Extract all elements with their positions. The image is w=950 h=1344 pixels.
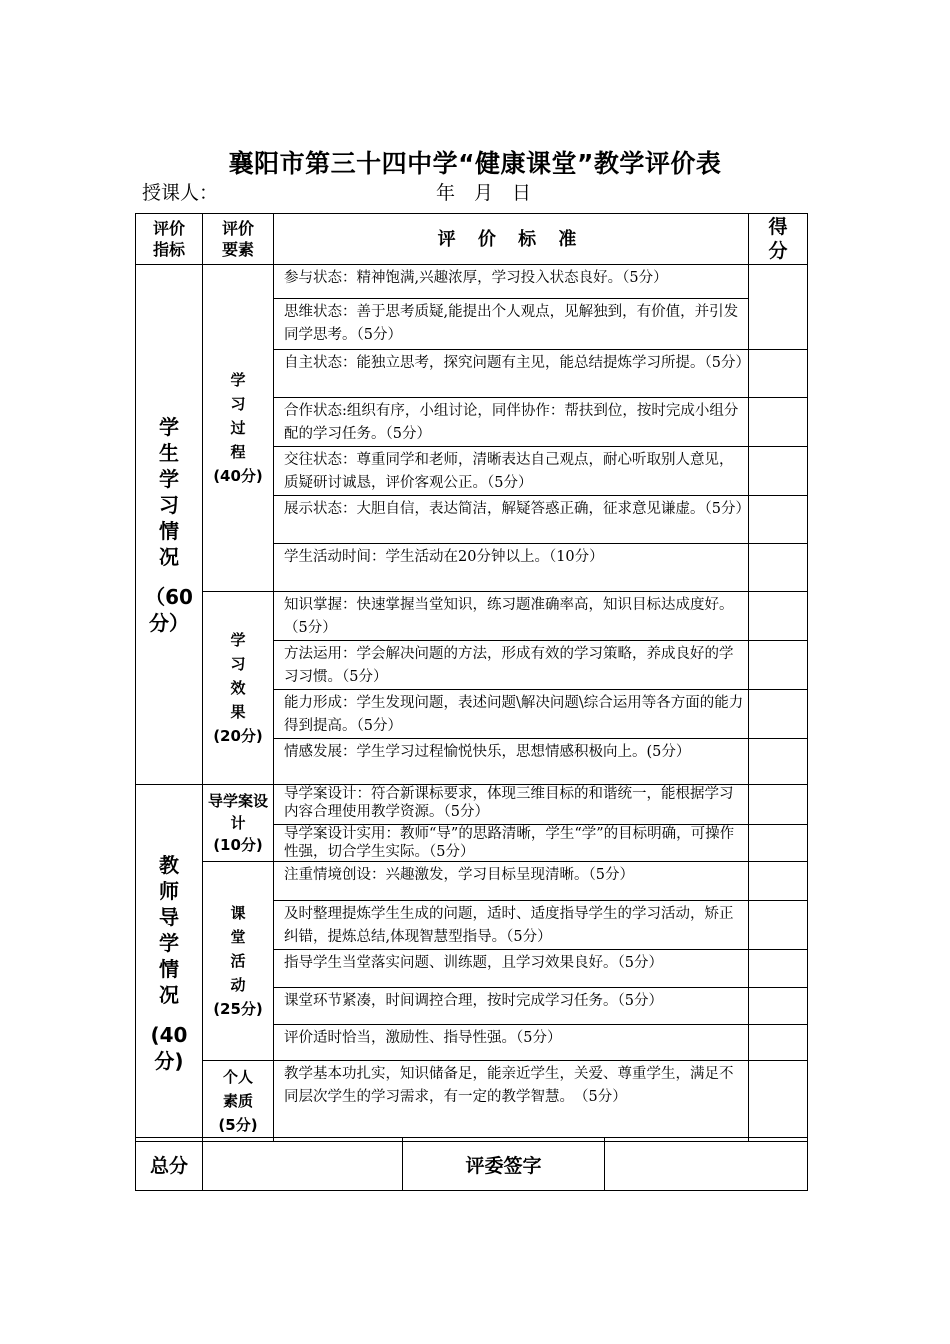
date-label: 年 月 日 [436,182,532,204]
score-cell[interactable] [749,350,808,398]
footer-table [135,1137,808,1191]
table-header-row [136,214,808,265]
header-standard: 评 价 标 准 [274,214,749,265]
score-cell[interactable] [749,1061,808,1142]
header-element: 评价要素 [203,214,274,265]
score-cell[interactable] [749,496,808,544]
criterion-context: 注重情境创设：兴趣激发，学习目标呈现清晰。（5分） [274,862,749,901]
criterion-guide-design: 导学案设计：符合新课标要求，体现三维目标的和谐统一，能根据学习内容合理使用教学资源。（5分） [274,785,749,825]
criterion-thinking: 思维状态：善于思考质疑,能提出个人观点，见解独到，有价值，并引发同学思考。（5分） [274,299,749,350]
table-row [136,1061,808,1142]
criterion-presentation: 展示状态：大胆自信，表达简洁，解疑答惑正确，征求意见谦虚。（5分） [274,496,749,544]
score-cell[interactable] [749,398,808,447]
score-cell[interactable] [749,641,808,690]
score-cell[interactable] [749,690,808,739]
criterion-emotion: 情感发展：学生学习过程愉悦快乐，思想情感积极向上。(5分） [274,739,749,785]
score-cell[interactable] [749,265,808,350]
criterion-practice: 指导学生当堂落实问题、训练题，且学习效果良好。（5分） [274,950,749,988]
header-indicator: 评价指标 [136,214,203,265]
score-cell[interactable] [749,447,808,496]
criterion-ability: 能力形成：学生发现问题，表述问题\解决问题\综合运用等各方面的能力得到提高。（5分） [274,690,749,739]
section-teacher-guidance: 教师导学情况 (40分) [136,785,203,1142]
section-student-learning: 学生学习情况 （60分） [136,265,203,785]
group-learning-process: 学习过程 (40分) [203,265,274,592]
criterion-evaluation: 评价适时恰当，激励性、指导性强。（5分） [274,1025,749,1061]
header-score: 得分 [749,214,808,265]
table-row [136,862,808,901]
group-guide-design: 导学案设计 (10分) [203,785,274,862]
score-cell[interactable] [749,950,808,988]
total-score-cell[interactable] [203,1138,403,1191]
group-learning-effect: 学习效果 (20分) [203,592,274,785]
criterion-guide-practical: 导学案设计实用：教师“导”的思路清晰，学生“学”的目标明确，可操作性强，切合学生实际。（5分） [274,825,749,862]
score-cell[interactable] [749,1025,808,1061]
score-cell[interactable] [749,544,808,592]
criterion-teaching-skill: 教学基本功扎实，知识储备足，能亲近学生，关爱、尊重学生，满足不同层次学生的学习需求，有一定的教学智慧。 （5分） [274,1061,749,1142]
score-cell[interactable] [749,825,808,862]
criterion-cooperation: 合作状态:组织有序，小组讨论，同伴协作：帮扶到位，按时完成小组分配的学习任务。（5分） [274,398,749,447]
group-classroom-activity: 课堂活动 (25分) [203,862,274,1061]
signature-label: 评委签字 [403,1138,605,1191]
criterion-communication: 交往状态：尊重同学和老师，清晰表达自己观点，耐心听取别人意见，质疑研讨诚恳，评价客观公正。（5分） [274,447,749,496]
criterion-pacing: 课堂环节紧凑，时间调控合理，按时完成学习任务。（5分） [274,988,749,1025]
score-cell[interactable] [749,785,808,825]
signature-cell[interactable] [605,1138,808,1191]
criterion-autonomy: 自主状态：能独立思考，探究问题有主见，能总结提炼学习所提。（5分） [274,350,749,398]
evaluation-table [135,213,808,1142]
total-score-label: 总分 [136,1138,203,1191]
table-row [136,785,808,825]
score-cell[interactable] [749,901,808,950]
table-row [136,265,808,299]
page-title: 襄阳市第三十四中学“健康课堂”教学评价表 [228,149,722,178]
instructor-label: 授课人： [142,182,219,204]
criterion-guidance: 及时整理提炼学生生成的问题，适时、适度指导学生的学习活动，矫正纠错，提炼总结,体现智慧型指导。（5分） [274,901,749,950]
criterion-activity-time: 学生活动时间：学生活动在20分钟以上。（10分） [274,544,749,592]
criterion-participation: 参与状态：精神饱满,兴趣浓厚，学习投入状态良好。（5分） [274,265,749,299]
criterion-method: 方法运用：学会解决问题的方法，形成有效的学习策略，养成良好的学习习惯。（5分） [274,641,749,690]
group-personal-quality: 个人素质 (5分) [203,1061,274,1142]
score-cell[interactable] [749,739,808,785]
score-cell[interactable] [749,988,808,1025]
score-cell[interactable] [749,862,808,901]
score-cell[interactable] [749,592,808,641]
table-row [136,592,808,641]
criterion-knowledge: 知识掌握：快速掌握当堂知识，练习题准确率高，知识目标达成度好。（5分） [274,592,749,641]
